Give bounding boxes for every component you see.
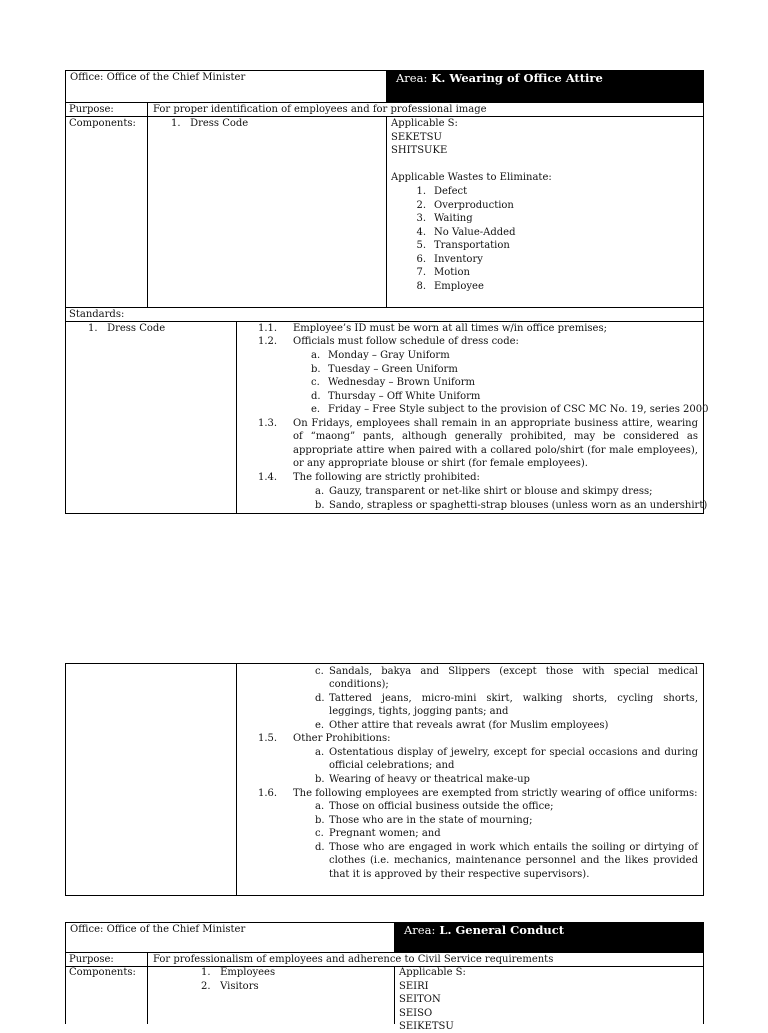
applicable-s-item: SHITSUKE [391, 145, 448, 156]
standard-item: 1. Dress Code [88, 323, 166, 334]
list-marker: a. [315, 801, 325, 812]
item-number: 1.5. [258, 733, 278, 744]
list-item: b. Tuesday – Green Uniform [311, 363, 458, 375]
area-title: L. General Conduct [439, 923, 565, 937]
list-item: Wearing of heavy or theatrical make-up [329, 774, 530, 785]
list-item: a. Monday – Gray Uniform [311, 350, 450, 361]
list-item: Those who are engaged in work which entails the soiling or dirtying of clothes (i.e. mechanics, maintenance personnel and the likes provided that it is approved by their respective supervisors). [329, 842, 698, 880]
components-label: Components: [69, 967, 136, 978]
standard-text: The following employees are exempted from strictly wearing of office uniforms: [293, 788, 698, 799]
area-title: K. Wearing of Office Attire [431, 71, 603, 85]
standards-label: Standards: [69, 309, 125, 320]
list-item: Other attire that reveals awrat (for Muslim employees) [329, 720, 609, 731]
applicable-s-label: Applicable S: [391, 118, 458, 129]
list-item: Those on official business outside the office; [329, 801, 554, 812]
list-marker: d. [315, 693, 325, 704]
purpose-label: Purpose: [69, 104, 114, 115]
component-item: 2. Visitors [201, 981, 259, 992]
area-prefix: Area: [404, 923, 436, 937]
standard-text: Officials must follow schedule of dress code: [293, 336, 519, 347]
components-label: Components: [69, 118, 136, 129]
office-label: Office: Office of the Chief Minister [70, 72, 246, 83]
office-label: Office: Office of the Chief Minister [70, 924, 246, 935]
applicable-s-label: Applicable S: [399, 967, 466, 978]
list-item: d. Thursday – Off White Uniform [311, 390, 481, 402]
list-item: 1. Defect [416, 186, 468, 197]
list-item: Pregnant women; and [329, 828, 441, 839]
standard-text: Other Prohibitions: [293, 733, 391, 744]
list-item: 6. Inventory [416, 253, 483, 265]
applicable-s-item: SEKETSU [391, 132, 442, 143]
standard-text: The following are strictly prohibited: [293, 472, 480, 483]
item-number: 1.4. [258, 472, 278, 483]
list-item: 2. Overproduction [416, 199, 514, 211]
list-item: c. Wednesday – Brown Uniform [311, 377, 476, 388]
list-marker: b. [315, 774, 325, 785]
applicable-s-item: SEIKETSU [399, 1021, 454, 1032]
item-number: 1.2. [258, 336, 278, 347]
list-item: a. Gauzy, transparent or net-like shirt or blouse and skimpy dress; [315, 486, 653, 497]
list-item: Sandals, bakya and Slippers (except those with special medical conditions); [329, 666, 698, 691]
standard-paragraph: On Fridays, employees shall remain in an appropriate business attire, wearing of “maong” pants, although generally prohibited, may be considered as appropriate attire when paired with a collared polo/shirt (for male employees), or any appropriate blouse or shirt (for female employees). [293, 418, 698, 470]
list-item: 4. No Value-Added [416, 226, 516, 238]
list-item: 8. Employee [416, 280, 484, 292]
area-header [395, 922, 704, 952]
dress-schedule-list [311, 349, 708, 417]
purpose-text: For professionalism of employees and adherence to Civil Service requirements [153, 954, 554, 965]
list-marker: c. [315, 666, 324, 677]
list-marker: c. [315, 828, 324, 839]
list-item: 3. Waiting [416, 213, 473, 224]
applicable-s-item: SEITON [399, 994, 441, 1005]
item-number: 1.1. [258, 323, 278, 334]
list-marker: a. [315, 747, 325, 758]
component-item: 1. Employees [201, 967, 276, 978]
list-marker: d. [315, 842, 325, 853]
list-item: 7. Motion [416, 267, 470, 278]
list-item: 5. Transportation [416, 240, 510, 251]
applicable-s-item: SEIRI [399, 981, 429, 992]
wastes-list [391, 185, 516, 293]
list-marker: e. [315, 720, 325, 731]
component-item: 1. Dress Code [171, 118, 249, 129]
purpose-label: Purpose: [69, 954, 114, 965]
item-number: 1.6. [258, 788, 278, 799]
wastes-label: Applicable Wastes to Eliminate: [391, 172, 552, 183]
standard-text: Employee’s ID must be worn at all times w/in office premises; [293, 323, 607, 334]
item-number: 1.3. [258, 418, 278, 429]
list-item: Those who are in the state of mourning; [329, 815, 533, 826]
list-item: Tattered jeans, micro-mini skirt, walking shorts, cycling shorts, leggings, tights, jogging pants; and [329, 693, 698, 718]
list-item: e. Friday – Free Style subject to the provision of CSC MC No. 19, series 2000 [311, 404, 709, 415]
list-marker: b. [315, 815, 325, 826]
area-header [387, 70, 704, 102]
area-prefix: Area: [396, 71, 428, 85]
purpose-text: For proper identification of employees and for professional image [153, 104, 487, 115]
list-item: b. Sando, strapless or spaghetti-strap blouses (unless worn as an undershirt) [315, 500, 708, 511]
list-item: Ostentatious display of jewelry, except for special occasions and during official celebrations; and [329, 747, 698, 772]
applicable-s-item: SEISO [399, 1008, 433, 1019]
